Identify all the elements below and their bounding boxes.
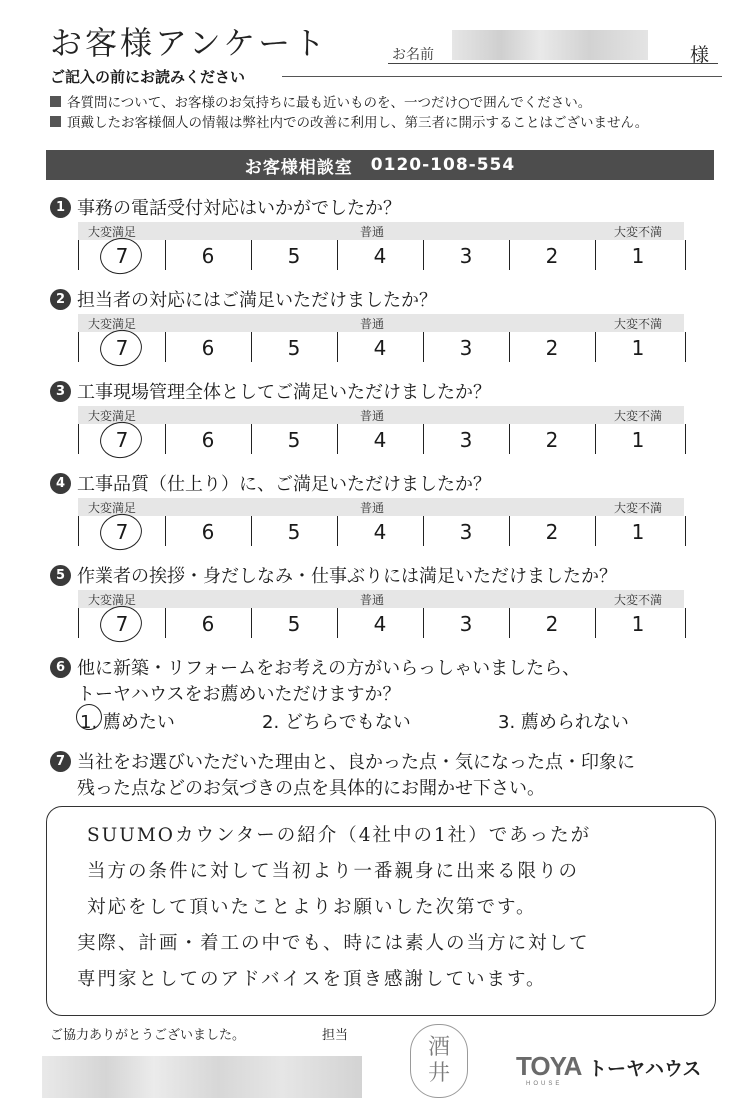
rating-option-2[interactable]: 2 [545,520,559,544]
rating-option-7[interactable]: 7 [115,336,129,360]
name-field-redacted [452,30,648,60]
rating-option-7[interactable]: 7 [115,244,129,268]
label-very-satisfied: 大変満足 [88,409,137,423]
question-text: 工事品質（仕上り）に、ご満足いただけましたか？ [77,474,491,495]
name-underline [388,63,718,64]
customer-service-label: お客様相談室 [244,157,353,178]
question-text: 残った点などのお気づきの点を具体的にお聞かせ下さい。 [77,778,545,799]
rating-option-6[interactable]: 6 [201,520,215,544]
option-not-recommend[interactable]: 3. 薦められない [498,712,629,733]
rating-scale [78,314,684,364]
handwritten-line: 実際、計画・着工の中でも、時には素人の当方に対して [77,933,590,954]
question-1 [50,194,401,220]
question-6-line2 [77,680,400,706]
question-number: 2 [50,289,71,310]
option-neutral[interactable]: 2. どちらでもない [262,712,411,733]
question-number: 1 [50,197,71,218]
handwritten-line: SUUMOカウンターの紹介（4社中の1社）であったが [87,825,592,846]
handwritten-line: 対応をして頂いたことよりお願いした次第です。 [87,897,537,918]
customer-service-bar [46,150,714,180]
label-neutral: 普通 [360,409,385,423]
rating-option-2[interactable]: 2 [545,428,559,452]
rating-option-1[interactable]: 1 [631,336,645,360]
rating-option-6[interactable]: 6 [201,244,215,268]
question-text: 当社をお選びいただいた理由と、良かった点・気になった点・印象に [77,752,635,773]
label-very-dissatisfied: 大変不満 [614,501,663,515]
privacy-note: 頂戴したお客様個人の情報は弊社内での改善に利用し、第三者に開示することはございません。 [50,111,648,131]
rating-option-3[interactable]: 3 [459,244,473,268]
rating-scale [78,406,684,456]
question-number: 5 [50,565,71,586]
phone-number: 0120-108-554 [370,155,516,175]
question-7 [50,748,635,774]
label-very-dissatisfied: 大変不満 [614,593,663,607]
company-logo [514,1048,714,1088]
rating-option-1[interactable]: 1 [631,428,645,452]
rating-option-7[interactable]: 7 [115,612,129,636]
staff-seal-stamp: 酒 井 [410,1024,468,1098]
label-very-satisfied: 大変満足 [88,225,137,239]
rating-option-5[interactable]: 5 [287,428,301,452]
label-neutral: 普通 [360,501,385,515]
logo-mark: TOYA [516,1051,582,1081]
rating-option-1[interactable]: 1 [631,612,645,636]
thanks-text: ご協力ありがとうございました。 [50,1028,246,1043]
handwritten-line: 専門家としてのアドバイスを頂き感謝しています。 [77,969,547,990]
selection-circle [76,704,102,730]
question-number: 6 [50,657,71,678]
rating-option-1[interactable]: 1 [631,244,645,268]
rating-option-3[interactable]: 3 [459,612,473,636]
rating-option-4[interactable]: 4 [373,612,387,636]
question-3 [50,378,491,404]
logo-name: トーヤハウス [588,1058,702,1080]
rating-option-5[interactable]: 5 [287,612,301,636]
question-text: トーヤハウスをお薦めいただけますか？ [77,684,401,705]
question-number: 4 [50,473,71,494]
heading-rule [282,76,722,77]
rating-option-4[interactable]: 4 [373,244,387,268]
rating-option-2[interactable]: 2 [545,244,559,268]
logo-sub: HOUSE [526,1081,563,1087]
question-text: 担当者の対応にはご満足いただけましたか？ [77,290,437,311]
label-very-dissatisfied: 大変不満 [614,317,663,331]
read-first-heading: ご記入の前にお読みください [50,68,246,86]
option-recommend[interactable]: 1. 薦めたい [80,708,175,734]
redacted-address [42,1056,362,1098]
rating-option-6[interactable]: 6 [201,336,215,360]
question-text: 事務の電話受付対応はいかがでしたか？ [77,198,401,219]
comment-box[interactable] [46,806,716,1016]
label-very-satisfied: 大変満足 [88,593,137,607]
form-title: お客様アンケート [50,24,329,62]
rating-option-1[interactable]: 1 [631,520,645,544]
label-very-satisfied: 大変満足 [88,317,137,331]
instruction-note: 各質問について、お客様のお気持ちに最も近いものを、一つだけ○で囲んでください。 [50,91,591,111]
rating-option-4[interactable]: 4 [373,336,387,360]
rating-scale [78,498,684,548]
name-label: お名前 [392,47,434,63]
question-number: 3 [50,381,71,402]
rating-option-6[interactable]: 6 [201,428,215,452]
rating-option-3[interactable]: 3 [459,428,473,452]
rating-scale [78,222,684,272]
square-bullet-icon [50,116,61,127]
rating-option-5[interactable]: 5 [287,244,301,268]
question-2 [50,286,437,312]
question-6 [50,654,580,680]
label-very-dissatisfied: 大変不満 [614,409,663,423]
rating-option-2[interactable]: 2 [545,336,559,360]
question-text: 工事現場管理全体としてご満足いただけましたか？ [77,382,491,403]
rating-option-5[interactable]: 5 [287,520,301,544]
square-bullet-icon [50,96,61,107]
rating-option-3[interactable]: 3 [459,520,473,544]
staff-label: 担当 [322,1028,349,1043]
rating-option-3[interactable]: 3 [459,336,473,360]
rating-option-7[interactable]: 7 [115,428,129,452]
rating-option-4[interactable]: 4 [373,520,387,544]
handwritten-line: 当方の条件に対して当初より一番親身に出来る限りの [87,861,580,882]
label-very-satisfied: 大変満足 [88,501,137,515]
rating-option-2[interactable]: 2 [545,612,559,636]
rating-option-5[interactable]: 5 [287,336,301,360]
rating-scale [78,590,684,640]
question-text: 作業者の挨拶・身だしなみ・仕事ぶりには満足いただけましたか？ [77,566,617,587]
rating-option-6[interactable]: 6 [201,612,215,636]
label-neutral: 普通 [360,225,385,239]
label-neutral: 普通 [360,593,385,607]
question-number: 7 [50,751,71,772]
label-very-dissatisfied: 大変不満 [614,225,663,239]
question-4 [50,470,491,496]
question-5 [50,562,617,588]
question-7-line2 [77,774,545,800]
rating-option-7[interactable]: 7 [115,520,129,544]
question-text: 他に新築・リフォームをお考えの方がいらっしゃいましたら、 [77,658,581,679]
honorific: 様 [690,44,710,66]
label-neutral: 普通 [360,317,385,331]
rating-option-4[interactable]: 4 [373,428,387,452]
